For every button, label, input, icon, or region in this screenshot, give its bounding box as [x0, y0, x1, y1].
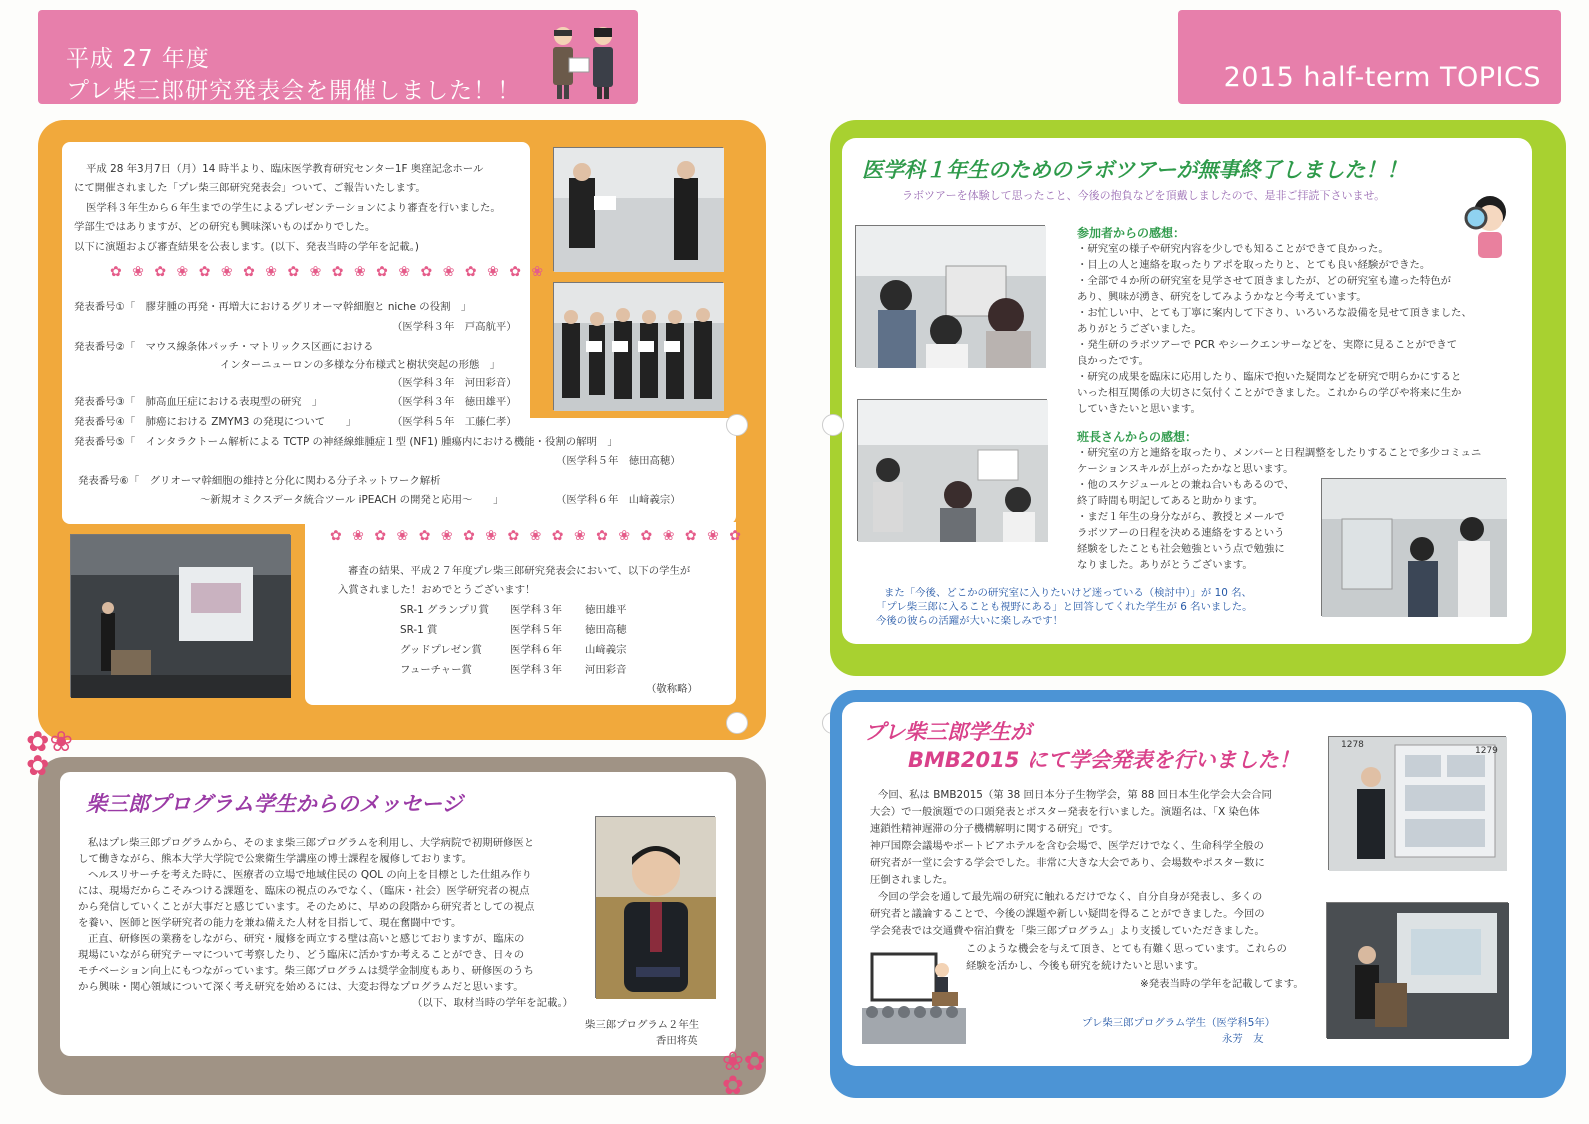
honorific-note: （敬称略） — [646, 683, 698, 695]
labtour-subtitle: ラボツアーを体験して思ったこと、今後の抱負などを頂戴しましたので、是非ご拝読下さいませ。 — [902, 189, 1386, 202]
participant-comment-4b: ありがとうございました。 — [1077, 323, 1202, 335]
bmb-line-5: 研究者が一堂に会する学会でした。非常に大きな大会であり、会場数やポスター数に — [870, 857, 1265, 869]
photo-poster-session — [1328, 736, 1506, 870]
message-line-3: ヘルスリサーチを考えた時に、医療者の立場で地域住民の QOL の向上を目標とした仕組み作り — [88, 869, 532, 881]
photo-award-winners-group — [553, 282, 723, 410]
labtour-closing-3: 今後の彼らの活躍が大いに楽しみです！ — [876, 615, 1064, 627]
flower-decoration-icon: ❀✿ ✿ — [722, 1047, 766, 1101]
award-3-name: グッドプレゼン賞 — [400, 644, 482, 656]
message-signature-program: 柴三郎プログラム２年生 — [585, 1019, 700, 1031]
participant-comment-1: ・研究室の様子や研究内容を少しでも知ることができて良かった。 — [1077, 243, 1389, 255]
leader-comment-2b: 終了時間も明記してあると助かります。 — [1077, 495, 1264, 507]
entry-1-presenter: （医学科３年 戸高航平） — [392, 321, 517, 333]
bmb-line-2: 大会）で一般演題での口頭発表とポスター発表を行いました。演題名は、「X 染色体 — [870, 806, 1260, 818]
award-people-illustration — [543, 22, 623, 102]
header-banner-right — [1178, 10, 1561, 104]
message-signature-name: 香田将英 — [656, 1035, 698, 1047]
award-2-name: SR-1 賞 — [400, 624, 438, 636]
leader-comment-3c: 経験をしたことも社会勉強という点で勉強に — [1077, 543, 1285, 555]
participants-heading: 参加者からの感想： — [1077, 226, 1186, 240]
award-4-name: フューチャー賞 — [400, 664, 472, 676]
entry-4-title: 発表番号④「 肺癌における ZMYM3 の発現について 」 — [74, 416, 357, 428]
participant-comment-5: ・発生研のラボツアーで PCR やシークエンサーなどを、実際に見ることができて — [1077, 339, 1458, 351]
award-1-grade: 医学科３年 — [510, 604, 562, 616]
binder-hole — [726, 414, 748, 436]
award-4-winner: 河田彩音 — [585, 664, 627, 676]
entry-2-title-cont: インターニューロンの多様な分布様式と樹状突起の形態 」 — [220, 359, 501, 371]
entry-5-presenter: （医学科５年 徳田高穂） — [556, 455, 681, 467]
bmb-line-10: このような機会を与えて頂き、とても有難く思っています。これらの — [966, 943, 1287, 955]
bmb-line-8: 研究者と議論することで、今後の課題や新しい疑問を得ることができました。今回の — [870, 908, 1265, 920]
message-line-10: から興味・関心領域について深く考え研究を始めるには、大変お得なプログラムだと思います。 — [78, 981, 524, 993]
header-banner-left — [38, 10, 638, 104]
participant-comment-6: ・研究の成果を臨床に応用したり、臨床で抱いた疑問などを研究で明らかにすると — [1077, 371, 1462, 383]
message-line-7: 正直、研修医の業務をしながら、研究・履修を両立する壁は高いと感じておりますが、臨床の — [88, 933, 525, 945]
award-1-name: SR-1 グランプリ賞 — [400, 604, 489, 616]
participant-comment-4: ・お忙しい中、とても丁寧に案内して下さり、いろいろな設備を見せて頂きました、 — [1077, 307, 1472, 319]
entry-4-presenter: （医学科５年 工藤仁孝） — [392, 416, 517, 428]
labtour-title: 医学科１年生のためのラボツアーが無事終了しました！！ — [862, 158, 1408, 182]
magnifier-girl-icon — [1460, 190, 1516, 260]
participant-comment-3: ・全部で４か所の研究室を見学させて頂きましたが、どの研究室も違った特色が — [1077, 275, 1452, 287]
bmb-line-7: 今回の学会を通して最先端の研究に触れるだけでなく、自分自身が発表し、多くの — [878, 891, 1263, 903]
photo-lab-tour-2 — [857, 399, 1047, 541]
award-2-grade: 医学科５年 — [510, 624, 562, 636]
flower-decoration-icon: ✿❀ ✿ — [26, 725, 73, 782]
leader-comment-3d: なりました。ありがとうございます。 — [1077, 559, 1253, 571]
intro-line-2: にて開催されました「プレ柴三郎研究発表会」ついて、ご報告いたします。 — [74, 182, 426, 194]
bmb-line-6: 圧倒されました。 — [870, 874, 954, 886]
intro-line-1: 平成 28 年3月7日（月）14 時半より、臨床医学教育研究センター1F 奥窪記念ホール — [86, 163, 484, 175]
award-2-winner: 徳田高穂 — [585, 624, 627, 636]
bmb-title-line-1: プレ柴三郎学生が — [864, 720, 1032, 744]
bmb-signature-name: 永芳 友 — [1222, 1033, 1264, 1045]
entry-6-title-cont: ～新規オミクスデータ統合ツール iPEACH の開発と応用～ 」 — [200, 494, 504, 506]
leader-comment-1: ・研究室の方と連絡を取ったり、メンバーと日程調整をしたりすることで多少コミュニ — [1077, 447, 1482, 459]
photo-certificate-award — [553, 147, 723, 271]
award-4-grade: 医学科３年 — [510, 664, 562, 676]
binder-hole — [822, 414, 844, 436]
message-note: （以下、取材当時の学年を記載。） — [412, 997, 574, 1009]
bmb-line-9: 学会発表では交通費や宿泊費を「柴三郎プログラム」より支援していただきました。 — [870, 925, 1265, 937]
leader-heading: 班長さんからの感想： — [1077, 430, 1198, 444]
leader-comment-2: ・他のスケジュールとの兼ね合いもあるので、 — [1077, 479, 1295, 491]
message-line-9: モチベーション向上にもつながっています。柴三郎プログラムは奨学金制度もあり、研修医のうち — [78, 965, 534, 977]
photo-presentation-hall — [70, 534, 290, 697]
leader-comment-3b: ラボツアーの日程を決める連絡をするという — [1077, 527, 1285, 539]
message-line-5: から発信していくことが大事だと感じています。そのために、早めの段階から研究者としての視点 — [78, 901, 535, 913]
leader-comment-1b: ケーションスキルが上がったかなと思います。 — [1077, 463, 1294, 475]
labtour-closing-1: また「今後、どこかの研究室に入りたいけど迷っている（検討中）」が 10 名、 — [884, 587, 1252, 599]
award-3-grade: 医学科６年 — [510, 644, 562, 656]
participant-comment-2: ・目上の人と連絡を取ったりアポを取ったりと、とても良い経験ができた。 — [1077, 259, 1431, 271]
result-intro-1: 審査の結果、平成２７年度プレ柴三郎研究発表会において、以下の学生が — [348, 565, 691, 577]
poster-number-1: 1278 — [1341, 740, 1364, 750]
photo-student-portrait — [595, 816, 715, 998]
photo-lab-tour-1 — [855, 225, 1045, 367]
flower-divider-top: ✿ ❀ ✿ ❀ ✿ ❀ ✿ ❀ ✿ ❀ ✿ ❀ ✿ ❀ ✿ ❀ ✿ ❀ ✿ ❀ — [110, 264, 547, 280]
message-line-6: を養い、医師と医学研究者の能力を兼ね備えた人材を目指して、現在奮闘中です。 — [78, 917, 462, 929]
photo-oral-presentation — [1326, 902, 1508, 1038]
intro-line-3: 医学科３年生から６年生までの学生によるプレゼンテーションにより審査を行いました。 — [86, 202, 501, 214]
entry-6-presenter: （医学科６年 山﨑義宗） — [556, 494, 681, 506]
participant-comment-3b: あり、興味が湧き、研究をしてみようかなと今考えています。 — [1077, 291, 1367, 303]
message-title: 柴三郎プログラム学生からのメッセージ — [86, 792, 463, 816]
flower-divider-bottom: ✿ ❀ ✿ ❀ ✿ ❀ ✿ ❀ ✿ ❀ ✿ ❀ ✿ ❀ ✿ ❀ ✿ ❀ ✿ — [330, 528, 744, 544]
poster-number-2: 1279 — [1475, 746, 1498, 756]
topics-title: 2015 half-term TOPICS — [1223, 62, 1541, 93]
award-1-winner: 徳田雄平 — [585, 604, 627, 616]
photo-lab-tour-3 — [1321, 478, 1506, 616]
message-line-4: には、現場だからこそみつける課題を、臨床の視点のみでなく、（臨床・社会）医学研究者の視点 — [78, 885, 530, 897]
message-line-1: 私はプレ柴三郎プログラムから、そのまま柴三郎プログラムを利用し、大学病院で初期研修医と — [88, 837, 535, 849]
bmb-line-3: 連鎖性精神遅滞の分子機構解明に関する研究」です。 — [870, 823, 1119, 835]
bmb-line-11: 経験を活かし、今後も研究を続けたいと思います。 — [966, 960, 1205, 972]
entry-2-title: 発表番号②「 マウス線条体パッチ・マトリックス区画における — [74, 341, 374, 353]
header-title: プレ柴三郎研究発表会を開催しました！！ — [66, 78, 522, 104]
lecture-audience-illustration — [862, 952, 966, 1044]
message-line-2: して働きながら、熊本大学大学院で公衆衛生学講座の博士課程を履修しております。 — [78, 853, 473, 865]
labtour-closing-2: 「プレ柴三郎に入ることも視野にある」と回答してくれた学生が 6 名いました。 — [876, 601, 1253, 613]
intro-line-4: 学部生ではありますが、どの研究も興味深いものばかりでした。 — [74, 221, 376, 233]
intro-line-5: 以下に演題および審査結果を公表します。(以下、発表当時の学年を記載。) — [74, 241, 419, 253]
bmb-line-4: 神戸国際会議場やポートピアホテルを含む会場で、医学だけでなく、生命科学全般の — [870, 840, 1264, 852]
bmb-title-line-2: BMB2015 にて学会発表を行いました！ — [908, 748, 1300, 772]
award-3-winner: 山﨑義宗 — [585, 644, 627, 656]
binder-hole — [726, 712, 748, 734]
entry-6-title: 発表番号⑥「 グリオーマ幹細胞の維持と分化に関わる分子ネットワーク解析 — [78, 475, 441, 487]
header-year: 平成 27 年度 — [66, 46, 210, 72]
entry-2-presenter: （医学科３年 河田彩音） — [392, 377, 517, 389]
bmb-note: ※発表当時の学年を記載してます。 — [1140, 978, 1304, 990]
participant-comment-6c: していきたいと思います。 — [1077, 403, 1201, 415]
entry-3-title: 発表番号③「 肺高血圧症における表現型の研究 」 — [74, 396, 323, 408]
participant-comment-5b: 良かったです。 — [1077, 355, 1149, 367]
leader-comment-3: ・まだ１年生の身分ながら、教授とメールで — [1077, 511, 1285, 523]
message-line-8: 現場にいながら研究テーマについて考察したり、どう臨床に活かすか考えることができ、日々の — [78, 949, 525, 961]
bmb-signature-program: プレ柴三郎プログラム学生（医学科5年） — [1082, 1017, 1276, 1029]
bmb-line-1: 今回、私は BMB2015（第 38 回日本分子生物学会，第 88 回日本生化学会大会合同 — [878, 789, 1272, 801]
result-intro-2: 入賞されました！おめでとうございます！ — [338, 584, 536, 596]
participant-comment-6b: いった相互関係の大切さに気付くことができました。これからの学びや将来に生か — [1077, 387, 1462, 399]
entry-1-title: 発表番号①「 膠芽腫の再発・再増大におけるグリオーマ幹細胞と niche の役割 」 — [74, 301, 472, 313]
entry-5-title: 発表番号⑤「 インタラクトーム解析による TCTP の神経線維腫症１型 (NF1) 腫瘍内における機能・役割の解明 」 — [74, 436, 618, 448]
entry-3-presenter: （医学科３年 徳田雄平） — [392, 396, 517, 408]
